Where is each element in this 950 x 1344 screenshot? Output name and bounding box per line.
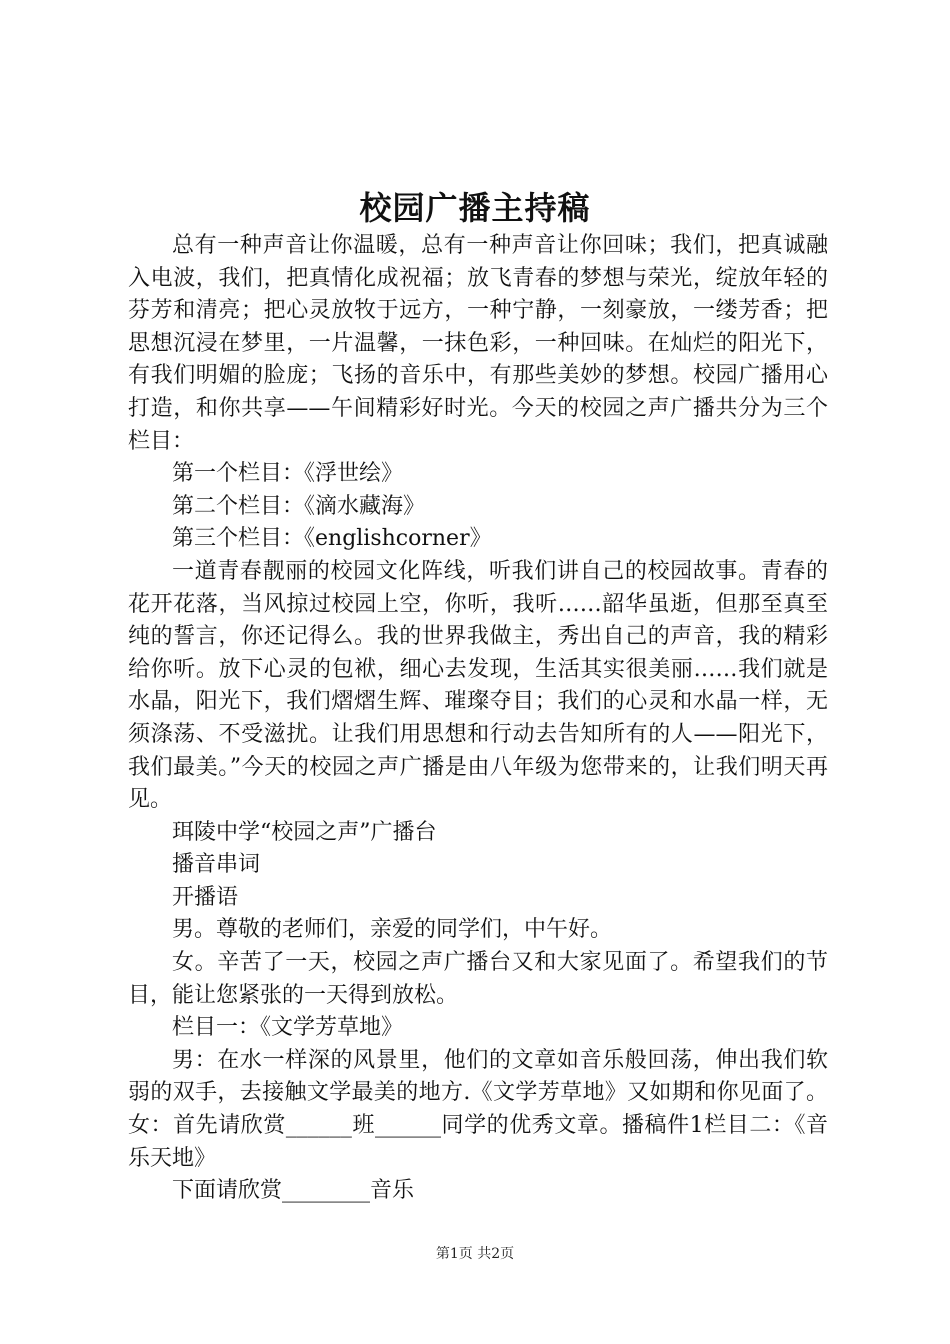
paragraph-column-1: 第一个栏目：《浮世绘》: [172, 461, 404, 487]
paragraph-column-3: 第三个栏目：《englishcorner》: [172, 526, 492, 552]
paragraph-closing: 一道青春靓丽的校园文化阵线，听我们讲自己的校园故事。青春的花开花落，当风掠过校园上空，你听，我听……韶华虽逝，但那至真至纯的誓言，你还记得么。我的世界我做主，秀出自己的声音，我的精彩给你听。放下心灵的包袱，细心去发现，生活其实很美丽……我们就是水晶，阳光下，我们熠熠生辉、璀璨夺目；我们的心灵和水晶一样，无须涤荡、不受滋扰。让我们用思想和行动去告知所有的人——阳光下，我们最美。”今天的校园之声广播是由八年级为您带来的，让我们明天再见。: [128, 558, 828, 813]
document-body: [128, 230, 828, 1208]
paragraph-column-2: 第二个栏目：《滴水藏海》: [172, 493, 426, 519]
paragraph-music-intro: 下面请欣赏________音乐: [172, 1178, 415, 1204]
paragraph-intro: 总有一种声音让你温暖，总有一种声音让你回味；我们，把真诚融入电波，我们，把真情化成祝福；放飞青春的梦想与荣光，绽放年轻的芬芳和清亮；把心灵放牧于远方，一种宁静，一刻豪放，一缕芳香；把思想沉浸在梦里，一片温馨，一抹色彩，一种回味。在灿烂的阳光下，有我们明媚的脸庞；飞扬的音乐中，有那些美妙的梦想。校园广播用心打造，和你共享——午间精彩好时光。今天的校园之声广播共分为三个栏目：: [128, 233, 828, 454]
document-title: 校园广播主持稿: [359, 189, 591, 227]
paragraph-segment-1-body: 男：在水一样深的风景里，他们的文章如音乐般回荡，伸出我们软弱的双手，去接触文学最美的地方.《文学芳草地》又如期和你见面了。女：首先请欣赏______班______同学的优秀文章。播稿件1栏目二：《音乐天地》: [128, 1047, 828, 1171]
paragraph-script-heading: 播音串词: [172, 852, 261, 878]
paragraph-opening-heading: 开播语: [172, 884, 239, 910]
page-number-footer: 第1页 共2页: [435, 1246, 515, 1262]
paragraph-male-greeting: 男。尊敬的老师们，亲爱的同学们，中午好。: [172, 917, 613, 943]
paragraph-female-greeting: 女。辛苦了一天，校园之声广播台又和大家见面了。希望我们的节目，能让您紧张的一天得到放松。: [128, 950, 828, 1008]
paragraph-station-name: 珥陵中学“校园之声”广播台: [172, 819, 437, 845]
paragraph-segment-1-heading: 栏目一：《文学芳草地》: [172, 1015, 404, 1041]
